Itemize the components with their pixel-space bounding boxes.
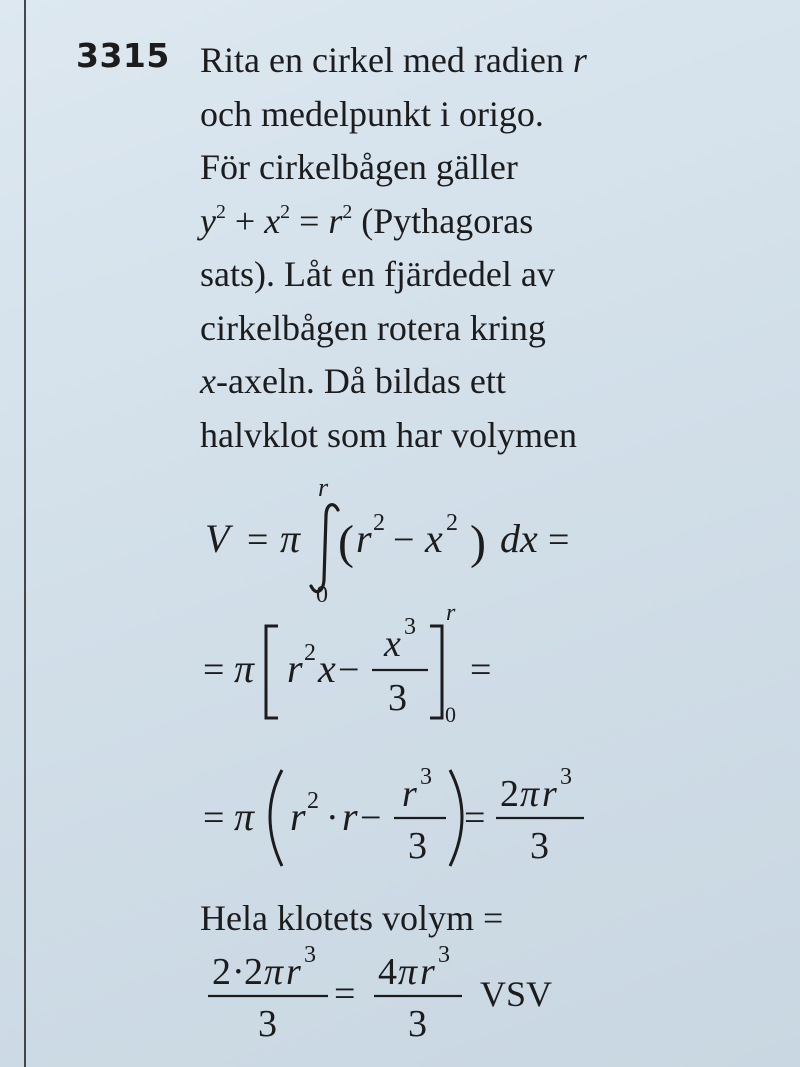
numerator-coefficient: 2 [212,951,231,993]
math-variable: r [328,200,343,241]
var-r: r [342,794,358,839]
exponent: 3 [560,764,572,790]
problem-line: x-axeln. Då bildas ett [200,361,506,401]
volume-symbol: V [205,516,230,561]
fraction-denominator: 3 [258,1003,277,1045]
equals-sign: = [464,797,486,839]
numerator-coefficient: 4 [378,951,397,993]
problem-number: 3315 [76,36,170,75]
integral-lower-limit: 0 [316,582,328,608]
exponent: 2 [304,640,316,666]
problem-line: Rita en cirkel med radien r [200,40,587,80]
var-x: x [318,646,336,691]
math-variable: y [200,200,216,241]
exponent: 3 [420,764,432,790]
fraction-denominator: 3 [408,825,427,867]
superscript: 2 [342,200,353,223]
left-paren: ( [338,516,354,569]
superscript: 2 [280,200,291,223]
antiderivative-row [203,600,491,727]
right-bracket [430,626,442,718]
fraction-numerator-r: r [402,773,417,815]
differential-dx: dx [500,516,538,561]
bracket-lower-limit: 0 [445,702,456,727]
integral-sign [311,505,338,592]
minus-sign: − [338,649,360,691]
big-right-paren [450,770,462,866]
problem-line: halvklot som har volymen [200,414,577,455]
numerator-pi: π [398,951,418,993]
var-r: r [287,646,303,691]
pi-symbol: π [280,516,301,561]
equals-sign: = [334,973,356,1015]
left-bracket [266,626,278,718]
exponent: 2 [307,788,319,814]
numerator-coefficient: 2 [244,951,263,993]
math-variable: r [572,40,587,80]
result-numerator-pi: π [520,773,540,815]
numerator-r: r [286,951,301,993]
bracket-upper-limit: r [446,600,456,626]
equals-sign: = [548,519,570,561]
math-variable: x [264,200,281,241]
vsv-label: VSV [480,974,553,1014]
big-left-paren [270,770,282,866]
numerator-r: r [420,951,435,993]
integral-upper-limit: r [318,473,329,502]
numerator-pi: π [264,951,284,993]
integral-row [205,473,569,608]
exponent: 3 [404,614,416,640]
problem-line: sats). Låt en fjärdedel av [200,254,555,294]
exponent: 3 [438,942,450,968]
var-r: r [290,794,306,839]
problem-line: cirkelbågen rotera kring [200,307,546,348]
sphere-volume-row [208,942,552,1045]
evaluation-row [203,764,584,867]
math-variable: x [200,361,216,401]
minus-sign: − [393,519,415,561]
right-paren: ) [470,516,486,569]
pi-symbol: π [234,646,255,691]
fraction-denominator: 3 [530,825,549,867]
equals-sign: = [203,797,225,839]
equals-sign: = [247,519,269,561]
superscript: 2 [215,200,226,223]
exponent: 2 [446,510,458,536]
fraction-denominator: 3 [388,677,407,719]
minus-sign: − [360,797,382,839]
equals-sign: = [470,649,492,691]
var-r: r [356,516,372,561]
var-x: x [425,516,443,561]
exponent: 2 [373,510,385,536]
dot-operator: · [232,951,245,993]
fraction-denominator: 3 [408,1003,427,1045]
result-numerator-coefficient: 2 [500,773,519,815]
problem-line: och medelpunkt i origo. [200,93,544,134]
pi-symbol: π [234,794,255,839]
result-numerator-r: r [542,773,557,815]
problem-line: $y^2 + x^2 = r^2$ (Pythagoras [200,200,534,241]
problem-line: För cirkelbågen gäller [200,147,518,187]
exponent: 3 [304,942,316,968]
conclusion-text: Hela klotets volym = [200,898,504,938]
equals-sign: = [203,649,225,691]
dot-operator: · [326,797,339,839]
fraction-numerator-x: x [384,623,401,665]
